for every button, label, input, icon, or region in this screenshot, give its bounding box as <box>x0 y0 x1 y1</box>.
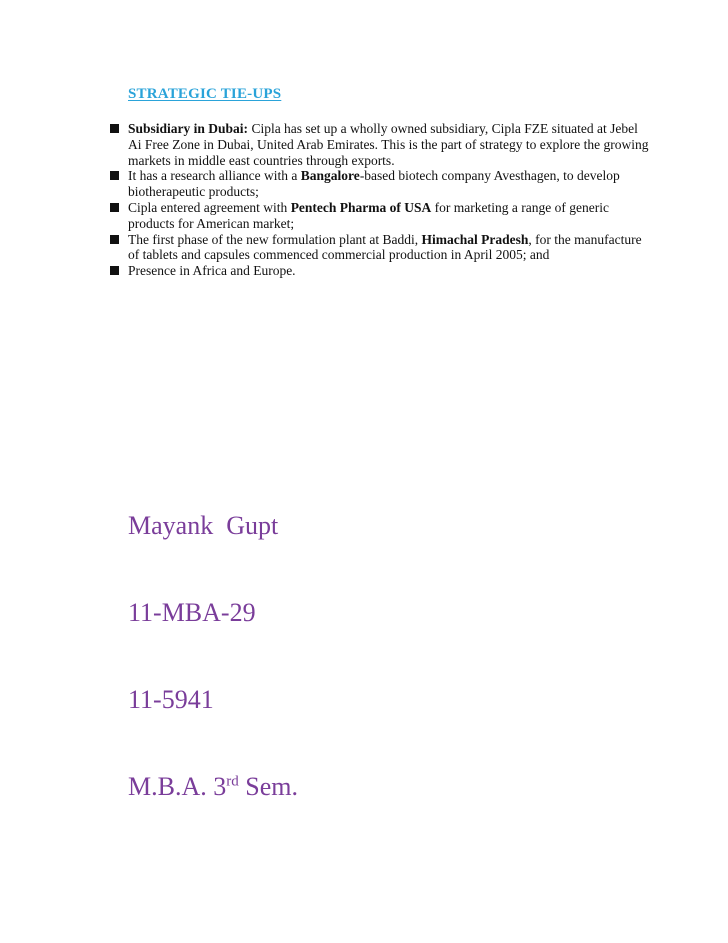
bullet-bold: Pentech Pharma of USA <box>290 199 432 215</box>
bullet-text: The first phase of the new formulation plant at Baddi, <box>128 231 422 247</box>
bullet-text: Cipla has set up a wholly owned subsidiary, Cipla FZE situated at Jebel Ai Free Zone in Dubai, United Arab Emirates. This is the part of strategy to explore the growing markets in middle east countries through exports. <box>128 121 649 168</box>
square-bullet-icon <box>110 171 119 180</box>
roll-number: 11-MBA-29 <box>128 598 256 627</box>
list-item <box>109 168 649 200</box>
bullet-text: It has a research alliance with a <box>128 168 301 184</box>
course-suffix: Sem. <box>238 772 298 801</box>
signature-block <box>128 453 298 859</box>
square-bullet-icon <box>110 235 119 244</box>
square-bullet-icon <box>110 266 119 275</box>
bullet-text: for marketing a range of generic products for American market; <box>128 199 609 231</box>
list-item <box>109 232 649 264</box>
author-name: Mayank Gupt <box>128 511 279 540</box>
list-item <box>109 263 649 279</box>
square-bullet-icon <box>110 203 119 212</box>
square-bullet-icon <box>110 124 119 133</box>
course-line <box>128 772 298 801</box>
bullet-text: Presence in Africa and Europe. <box>128 263 296 279</box>
tie-ups-list <box>109 121 649 279</box>
list-item <box>109 200 649 232</box>
bullet-bold-lead: Subsidiary in Dubai: <box>128 121 249 136</box>
bullet-text: -based biotech company Avesthagen, to develop biotherapeutic products; <box>128 168 620 200</box>
section-heading: STRATEGIC TIE-UPS <box>128 86 282 102</box>
course-ordinal: rd <box>226 773 239 790</box>
bullet-bold: Bangalore <box>300 168 360 184</box>
list-item <box>109 121 649 168</box>
course-prefix: M.B.A. 3 <box>128 772 227 801</box>
student-id: 11-5941 <box>128 685 214 714</box>
bullet-text: , for the manufacture of tablets and capsules commenced commercial production in April 2005; and <box>128 231 642 263</box>
bullet-text: Cipla entered agreement with <box>128 199 291 215</box>
bullet-bold: Himachal Pradesh <box>421 231 529 247</box>
